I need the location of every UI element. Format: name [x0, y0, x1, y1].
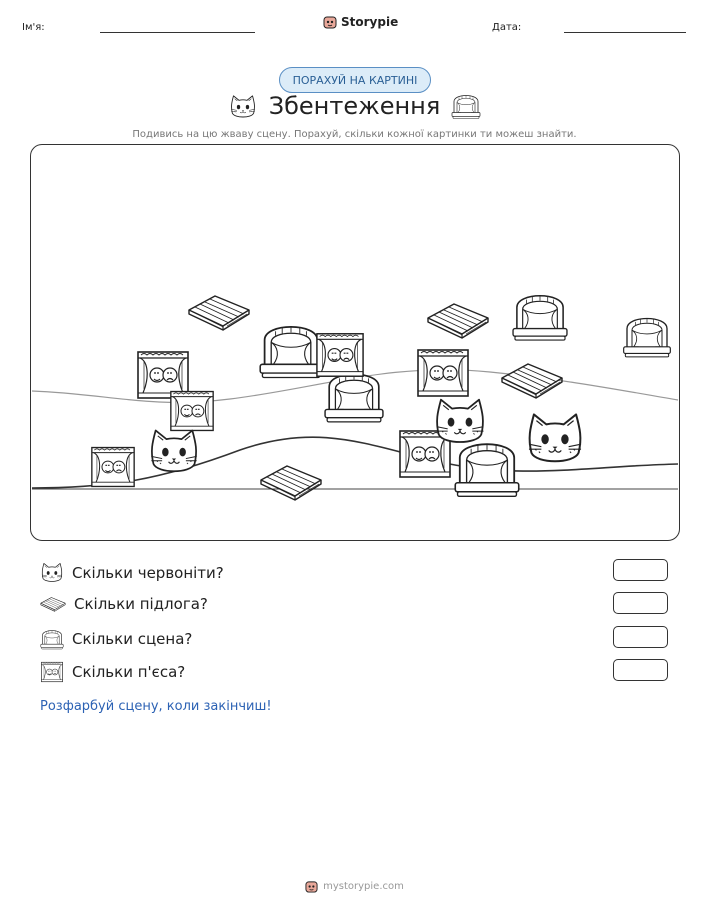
storypie-icon: [323, 15, 337, 29]
stage-icon: [451, 92, 481, 120]
storypie-icon: [305, 880, 318, 893]
cat-icon: [40, 562, 64, 583]
play-icon: [40, 661, 64, 683]
page-title: [0, 92, 709, 120]
activity-badge: ПОРАХУЙ НА КАРТИНІ: [279, 67, 431, 93]
answer-box[interactable]: [613, 626, 668, 648]
question-row: [40, 595, 208, 613]
date-line[interactable]: [564, 32, 686, 33]
floor-icon: [425, 300, 491, 340]
question-text: Скільки сцена?: [72, 630, 193, 648]
answer-box[interactable]: [613, 659, 668, 681]
stage-icon: [511, 290, 569, 342]
footer-url[interactable]: mystorypie.com: [323, 881, 404, 892]
stage-icon: [40, 628, 64, 650]
question-row: [40, 628, 192, 650]
date-label: Дата:: [492, 22, 522, 33]
question-text: Скільки п'єса?: [72, 663, 186, 681]
answer-box[interactable]: [613, 559, 668, 581]
footer: [0, 880, 709, 893]
answer-box[interactable]: [613, 592, 668, 614]
play-icon: [414, 347, 472, 399]
stage-icon: [622, 313, 672, 359]
brand-logo: [323, 15, 398, 29]
question-text: Скільки підлога?: [74, 595, 208, 613]
instructions: Подивись на цю жваву сцену. Порахуй, скільки кожної картинки ти можеш знайти.: [132, 129, 577, 140]
cat-icon: [524, 410, 586, 466]
name-label: Ім'я:: [22, 22, 45, 33]
brand-name: Storypie: [341, 15, 399, 29]
cat-icon: [229, 94, 257, 119]
title-text: Збентеження: [268, 92, 441, 120]
floor-icon: [186, 292, 252, 332]
question-row: [40, 661, 185, 683]
floor-icon: [40, 595, 66, 613]
name-line[interactable]: [100, 32, 255, 33]
play-icon: [313, 331, 367, 379]
play-icon: [88, 445, 138, 489]
cat-icon: [147, 427, 201, 475]
cat-icon: [432, 396, 488, 446]
coloring-note: Розфарбуй сцену, коли закінчиш!: [40, 699, 272, 714]
floor-icon: [499, 360, 565, 400]
question-text: Скільки червоніти?: [72, 563, 224, 582]
question-row: [40, 562, 224, 583]
floor-icon: [258, 462, 324, 502]
